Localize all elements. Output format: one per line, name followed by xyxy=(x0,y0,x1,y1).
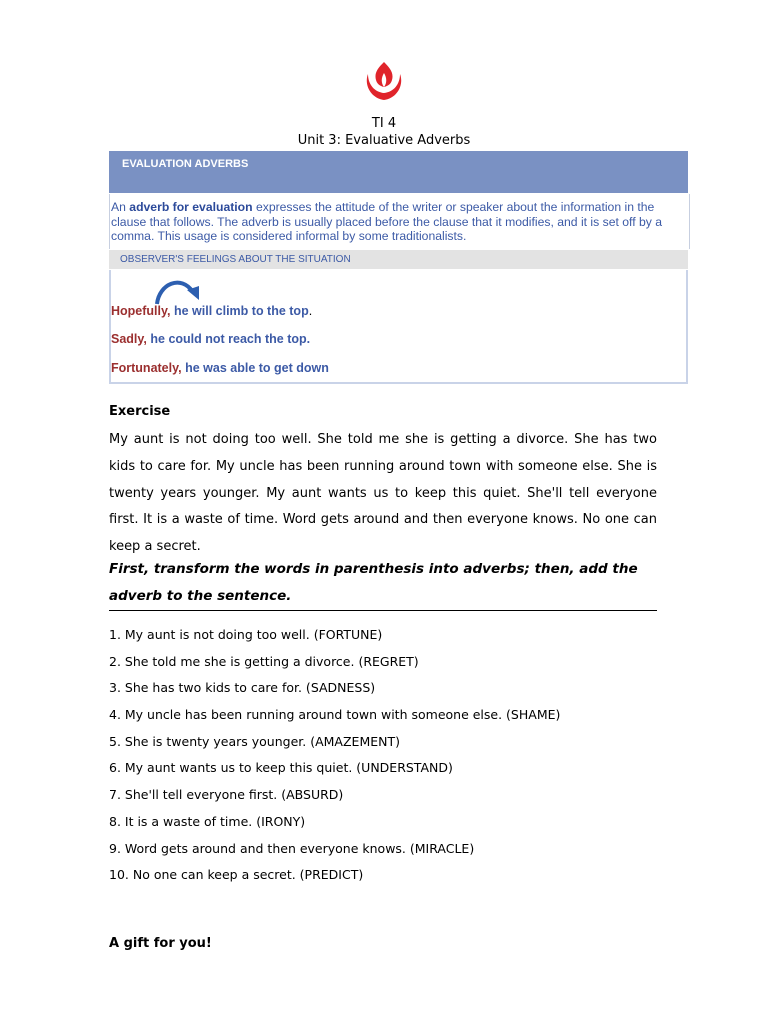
example-adverb: Fortunately xyxy=(111,361,179,375)
list-item: 1. My aunt is not doing too well. (FORTUNE) xyxy=(109,627,383,642)
desc-bold-term: adverb for evaluation xyxy=(129,200,253,214)
list-item: 9. Word gets around and then everyone knows. (MIRACLE) xyxy=(109,840,475,856)
evaluation-examples xyxy=(109,270,688,384)
example-adverb: Sadly, xyxy=(111,332,147,346)
list-item: 5. She is twenty years younger. (AMAZEMENT) xyxy=(109,733,400,749)
desc-rest: expresses the attitude of the writer or speaker about the information in the clause that follows. The adverb is usually placed before the clause that it modifies, and it is set off by a comma. This usage is considered informal by some traditionalists. xyxy=(111,200,663,243)
example-clause: he was able to get down xyxy=(185,361,329,375)
exercise-heading: Exercise xyxy=(109,404,171,419)
list-item: 2. She told me she is getting a divorce. (REGRET) xyxy=(109,653,419,669)
evaluation-box-subheading: OBSERVER'S FEELINGS ABOUT THE SITUATION xyxy=(120,254,351,265)
list-item: 3. She has two kids to care for. (SADNESS) xyxy=(109,680,376,696)
example-separator: , xyxy=(178,361,186,375)
evaluation-box-header xyxy=(109,151,688,193)
red-flame-logo-icon xyxy=(360,60,408,104)
example-sentence-1 xyxy=(111,304,312,318)
gift-heading: A gift for you! xyxy=(109,936,212,951)
desc-prefix: An xyxy=(111,200,130,214)
example-end: . xyxy=(308,304,313,318)
example-sentence-3 xyxy=(111,361,329,375)
example-sentence-2 xyxy=(111,332,310,346)
evaluation-box-heading: EVALUATION ADVERBS xyxy=(122,158,249,170)
exercise-paragraph xyxy=(109,427,657,561)
exercise-list xyxy=(109,622,560,889)
example-separator: , xyxy=(167,304,174,318)
list-item: 8. It is a waste of time. (IRONY) xyxy=(109,813,306,829)
document-code: TI 4 xyxy=(371,116,397,131)
example-clause: he will climb to the top xyxy=(173,304,309,318)
document-title: Unit 3: Evaluative Adverbs xyxy=(297,133,471,148)
curved-arrow-icon xyxy=(153,276,203,306)
list-item: 6. My aunt wants us to keep this quiet. (UNDERSTAND) xyxy=(109,760,453,776)
evaluation-box-subheader xyxy=(109,250,688,269)
list-item: 10. No one can keep a secret. (PREDICT) xyxy=(109,867,364,883)
exercise-paragraph-text: My aunt is not doing too well. She told me she is getting a divorce. She has two kids to care for. My uncle has been running around town with someone else. She is twenty years younger. My aunt wants us to keep this quiet. She'll tell everyone first. It is a waste of time. Word gets around and then everyone knows. No one can keep a secret. xyxy=(109,432,657,555)
example-clause: he could not reach the top. xyxy=(150,332,311,346)
evaluation-box-description xyxy=(109,194,690,249)
instruction-text: First, transform the words in parenthesis into adverbs; then, add the adverb to the sentence. xyxy=(109,556,657,611)
list-item: 7. She'll tell everyone first. (ABSURD) xyxy=(109,787,344,803)
example-adverb: Hopefully xyxy=(111,304,168,318)
list-item: 4. My uncle has been running around town with someone else. (SHAME) xyxy=(109,707,561,723)
